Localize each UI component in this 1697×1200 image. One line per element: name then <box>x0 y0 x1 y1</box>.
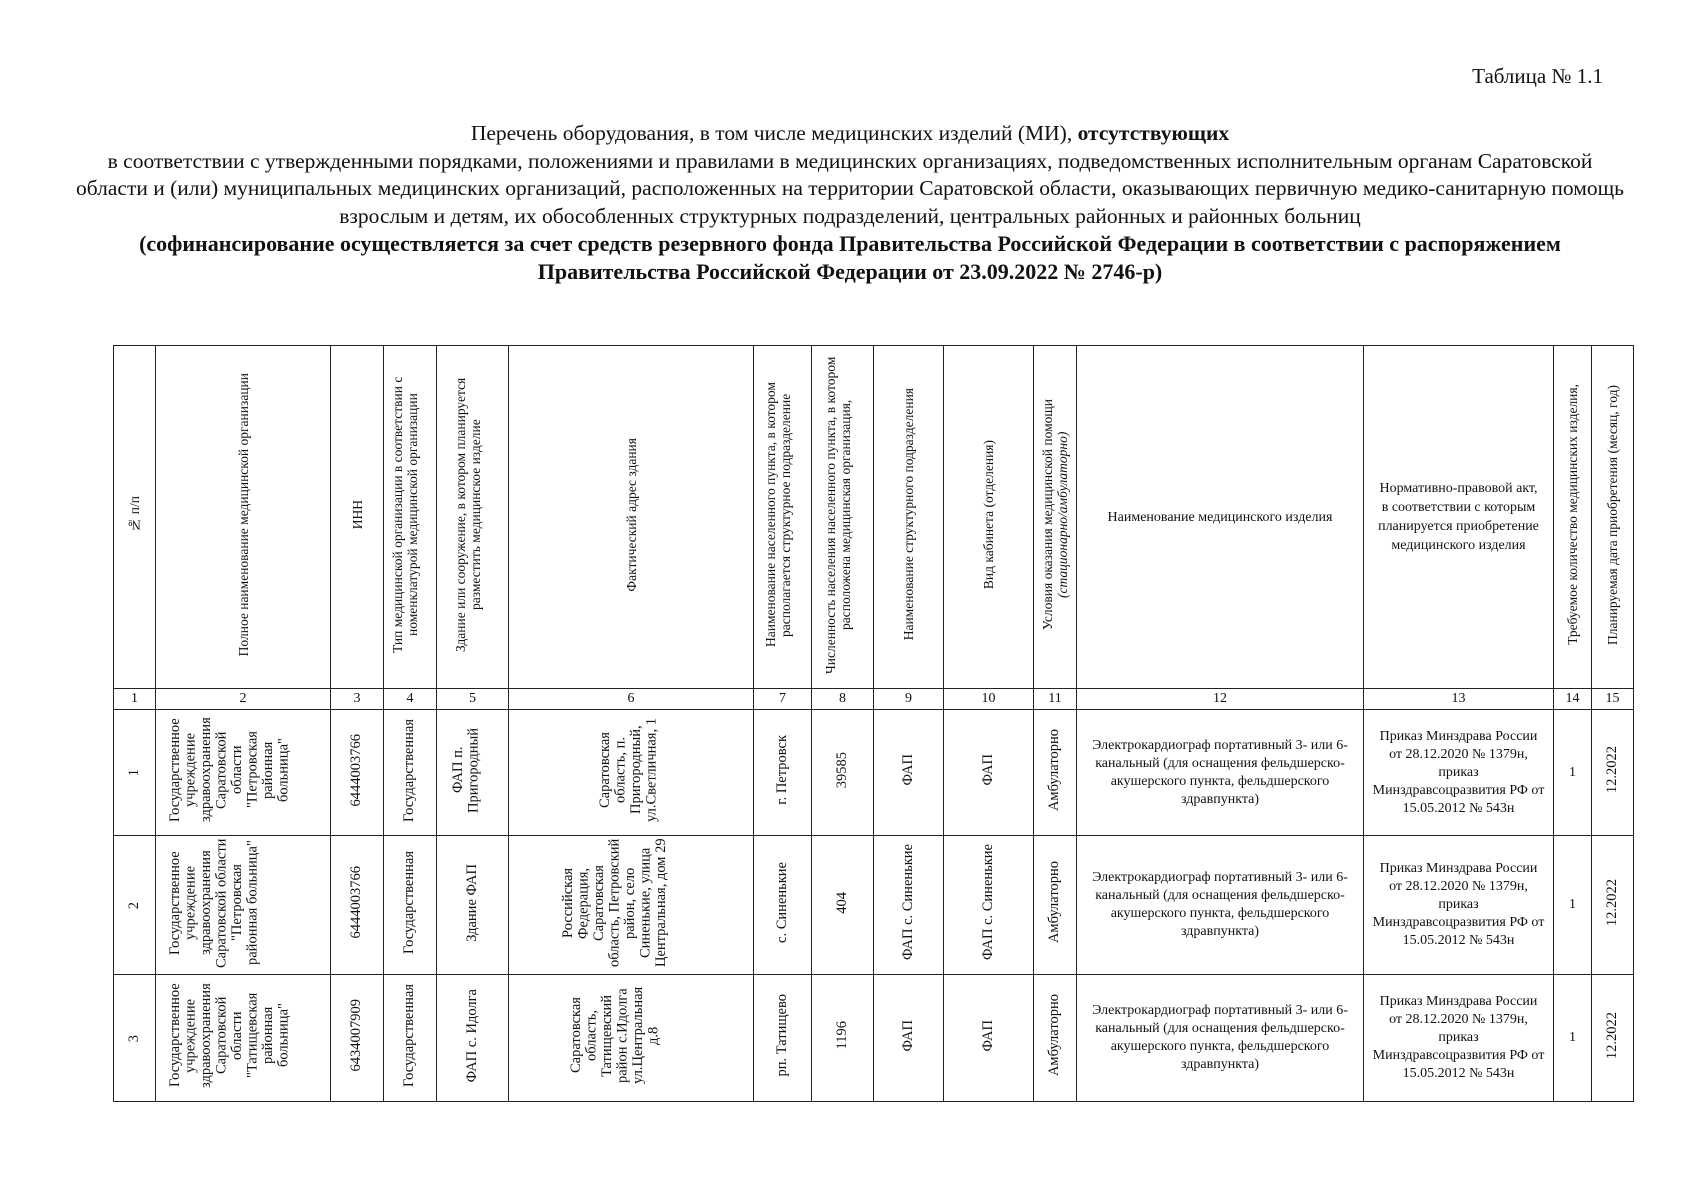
header-text: Планируемая дата приобретения (месяц, год) <box>1605 384 1620 645</box>
quantity <box>1554 710 1592 836</box>
org-name-text: Государственное учреждение здравоохранения Саратовской области "Татищевская районная больница" <box>167 983 292 1088</box>
quantity <box>1554 836 1592 975</box>
building-text: Здание ФАП <box>463 863 480 942</box>
subtitle: (софинансирование осуществляется за счет средств резервного фонда Правительства Российской Федерации в соответствии с распоряжением Правительства Российской Федерации от 23.09.2022 № 2746-р) <box>139 231 1561 284</box>
column-number: 4 <box>384 689 437 710</box>
title-emphasis: отсутствующих <box>1077 121 1230 145</box>
column-number: 12 <box>1077 689 1364 710</box>
device-text: Электрокардиограф портативный 3- или 6-канальный (для оснащения фельдшерско-акушерского пункта, фельдшерского здравпункта) <box>1092 737 1348 807</box>
locality <box>754 975 812 1102</box>
row-number-text: 1 <box>125 769 142 777</box>
address-text: Саратовская область, Татищевский район с.Идолга ул.Центральная д.8 <box>567 986 661 1085</box>
locality-text: г. Петровск <box>773 735 790 805</box>
column-number: 14 <box>1554 689 1592 710</box>
column-number: 5 <box>437 689 509 710</box>
inn-text: 6444003766 <box>348 733 365 807</box>
header-cell <box>944 346 1034 689</box>
header-text: Наименование медицинского изделия <box>1107 509 1333 525</box>
date <box>1592 975 1634 1102</box>
table-row <box>114 975 1634 1102</box>
header-cell <box>114 346 156 689</box>
date-text: 12.2022 <box>1603 1011 1620 1060</box>
subdivision <box>874 836 944 975</box>
population <box>812 975 874 1102</box>
org-type-text: Государственная <box>401 718 418 822</box>
header-cell <box>1554 346 1592 689</box>
quantity-text: 1 <box>1569 764 1576 780</box>
address-text: Саратовская область, п. Пригородный, ул.Светличная, 1 <box>597 718 660 822</box>
conditions <box>1034 975 1077 1102</box>
column-number: 3 <box>331 689 384 710</box>
device <box>1077 836 1364 975</box>
column-number: 1 <box>114 689 156 710</box>
equipment-table <box>113 345 1634 1102</box>
header-text: ИНН <box>349 499 365 530</box>
legal-act <box>1364 710 1554 836</box>
header-text <box>1040 399 1070 630</box>
org-name <box>156 975 331 1102</box>
title-rest: в соответствии с утвержденными порядками, положениями и правилами в медицинских организациях, подведомственных исполнительным органам Саратовской области и (или) муниципальных медицинских организаций, расположенных на территории Саратовской области, оказывающих первичную медико-санитарную помощь взрослым и детям, их обособленных структурных подразделений, центральных районных и районных больниц <box>76 148 1624 228</box>
building <box>437 710 509 836</box>
subdivision-text: ФАП с. Синенькие <box>899 844 916 961</box>
header-cell <box>509 346 754 689</box>
org-type <box>384 975 437 1102</box>
column-number: 10 <box>944 689 1034 710</box>
locality <box>754 710 812 836</box>
population <box>812 836 874 975</box>
date-text: 12.2022 <box>1603 746 1620 794</box>
population-text: 1196 <box>833 1021 850 1050</box>
org-name <box>156 836 331 975</box>
conditions-text: Амбулаторно <box>1046 728 1063 812</box>
legal-act-text: Приказ Минздрава России от 28.12.2020 № 1379н, приказ Минздравсоцразвития РФ от 15.05.2012 № 543н <box>1372 861 1545 948</box>
header-text: Требуемое количество медицинских изделия, <box>1565 384 1580 645</box>
header-cell <box>1364 346 1554 689</box>
inn-text: 6434007909 <box>348 999 365 1072</box>
legal-act-text: Приказ Минздрава России от 28.12.2020 № 1379н, приказ Минздравсоцразвития РФ от 15.05.2012 № 543н <box>1372 994 1545 1081</box>
device-text: Электрокардиограф портативный 3- или 6-канальный (для оснащения фельдшерско-акушерского пункта, фельдшерского здравпункта) <box>1092 1003 1348 1072</box>
device-text: Электрокардиограф портативный 3- или 6-канальный (для оснащения фельдшерско-акушерского пункта, фельдшерского здравпункта) <box>1092 870 1348 939</box>
header-cell <box>874 346 944 689</box>
address <box>509 710 754 836</box>
subdivision-text: ФАП <box>899 754 916 786</box>
cabinet-text: ФАП <box>979 1019 996 1052</box>
header-cell <box>437 346 509 689</box>
cabinet-text: ФАП с. Синенькие <box>979 844 996 961</box>
device <box>1077 975 1364 1102</box>
header-cell <box>156 346 331 689</box>
column-number: 13 <box>1364 689 1554 710</box>
building <box>437 836 509 975</box>
header-text: Полное наименование медицинской организации <box>235 372 251 657</box>
header-cell <box>1034 346 1077 689</box>
legal-act <box>1364 975 1554 1102</box>
inn <box>331 710 384 836</box>
quantity <box>1554 975 1592 1102</box>
row-number <box>114 836 156 975</box>
column-number: 2 <box>156 689 331 710</box>
row-number <box>114 975 156 1102</box>
header-text: Нормативно-правовой акт, в соответствии с которым планируется приобретение медицинского изделия <box>1378 481 1539 553</box>
org-name <box>156 710 331 836</box>
row-number-text: 2 <box>125 901 142 909</box>
address-text: Российская Федерация, Саратовская область, Петровский район, село Синенькие, улица Центральная, дом 29 <box>560 838 669 967</box>
org-type-text: Государственная <box>401 984 418 1087</box>
column-number: 15 <box>1592 689 1634 710</box>
header-text: № п/п <box>127 496 142 533</box>
building-text: ФАП с. Идолга <box>463 988 480 1083</box>
legal-act <box>1364 836 1554 975</box>
row-number-text: 3 <box>125 1034 142 1042</box>
header-cell <box>1077 346 1364 689</box>
conditions-label: Условия оказания медицинской помощи <box>1040 398 1055 631</box>
org-name-text: Государственное учреждение здравоохранения Саратовской области "Петровская районная больница" <box>167 717 292 823</box>
conditions-hint: (стационарно/амбулаторно) <box>1055 431 1070 598</box>
conditions <box>1034 710 1077 836</box>
address <box>509 975 754 1102</box>
header-text: Вид кабинета (отделения) <box>981 439 996 590</box>
column-number-row <box>114 689 1634 710</box>
column-number: 7 <box>754 689 812 710</box>
building <box>437 975 509 1102</box>
header-cell <box>384 346 437 689</box>
column-number: 9 <box>874 689 944 710</box>
column-number: 6 <box>509 689 754 710</box>
subdivision <box>874 710 944 836</box>
header-text: Фактический адрес здания <box>623 437 639 592</box>
title-part: Перечень оборудования, в том числе медицинских изделий (МИ), <box>470 121 1078 145</box>
legal-act-text: Приказ Минздрава России от 28.12.2020 № 1379н, приказ Минздравсоцразвития РФ от 15.05.2012 № 543н <box>1372 728 1545 816</box>
cabinet <box>944 710 1034 836</box>
inn <box>331 836 384 975</box>
header-text: Наименование структурного подразделения <box>901 388 916 641</box>
header-row <box>114 346 1634 689</box>
table-row <box>114 836 1634 975</box>
cabinet <box>944 975 1034 1102</box>
org-type-text: Государственная <box>401 851 418 954</box>
date <box>1592 710 1634 836</box>
conditions-text: Амбулаторно <box>1046 994 1063 1077</box>
subdivision-text: ФАП <box>899 1019 916 1052</box>
locality-text: рп. Татищево <box>773 994 790 1077</box>
document-heading <box>70 120 1630 285</box>
column-number: 11 <box>1034 689 1077 710</box>
device <box>1077 710 1364 836</box>
conditions-text: Амбулаторно <box>1046 861 1063 944</box>
inn-text: 6444003766 <box>348 866 365 939</box>
cabinet <box>944 836 1034 975</box>
header-text: Тип медицинской организации в соответствии с номенклатурой медицинской организации <box>390 376 420 653</box>
header-cell <box>1592 346 1634 689</box>
date-text: 12.2022 <box>1603 878 1620 927</box>
org-type <box>384 710 437 836</box>
inn <box>331 975 384 1102</box>
quantity-text: 1 <box>1569 897 1576 912</box>
locality <box>754 836 812 975</box>
conditions <box>1034 836 1077 975</box>
header-text: Наименование населенного пункта, в котором располагается структурное подразделение <box>762 382 793 647</box>
population <box>812 710 874 836</box>
quantity-text: 1 <box>1569 1030 1576 1045</box>
org-type <box>384 836 437 975</box>
header-cell <box>331 346 384 689</box>
address <box>509 836 754 975</box>
table-row <box>114 710 1634 836</box>
header-cell <box>812 346 874 689</box>
title-line <box>70 120 1630 148</box>
row-number <box>114 710 156 836</box>
header-text: Здание или сооружение, в котором планируется разместить медицинское изделие <box>452 377 483 652</box>
date <box>1592 836 1634 975</box>
subdivision <box>874 975 944 1102</box>
locality-text: с. Синенькие <box>773 862 790 943</box>
header-cell <box>754 346 812 689</box>
cabinet-text: ФАП <box>979 754 996 786</box>
org-name-text: Государственное учреждение здравоохранения Саратовской области "Петровская районная больница" <box>167 837 261 968</box>
building-text: ФАП п. Пригородный <box>449 727 481 813</box>
table-number: Таблица № 1.1 <box>1472 64 1603 88</box>
header-text: Численность населения населенного пункта, в котором расположена медицинская организация, <box>822 355 853 674</box>
population-text: 39585 <box>833 751 850 789</box>
population-text: 404 <box>833 891 850 914</box>
column-number: 8 <box>812 689 874 710</box>
